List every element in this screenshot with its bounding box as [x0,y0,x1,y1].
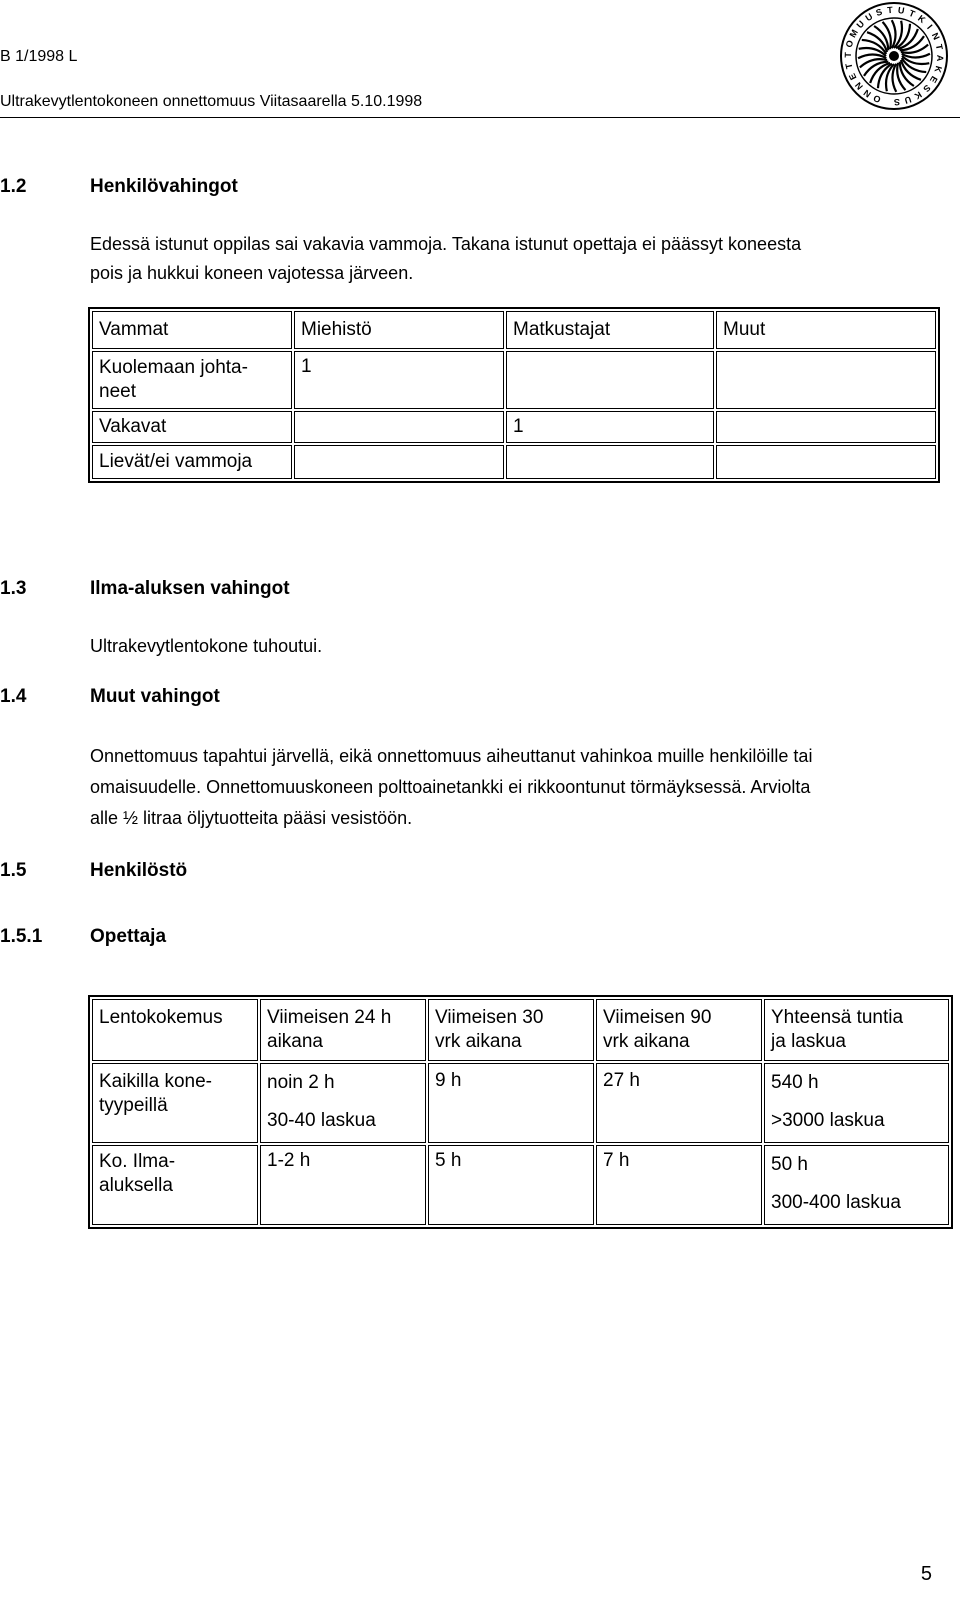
logo-letter: N [929,31,942,42]
section-title: Muut vahingot [90,686,220,707]
table-cell [506,351,714,409]
table-cell [506,445,714,479]
table-header-cell: Lentokokemus [92,999,258,1061]
table-cell [294,445,504,479]
section-number: 1.4 [0,686,27,707]
logo-ray [902,54,930,58]
logo-letter: U [854,18,867,31]
paragraph [90,741,812,834]
table-cell: Kaikilla kone- tyypeillä [92,1063,258,1143]
table-header-cell: Vammat [92,311,292,349]
logo-letter: T [842,52,853,58]
logo-letter: T [907,7,917,20]
logo-letter: I [925,22,935,32]
logo-letter: K [932,64,944,74]
logo-letter: K [912,89,924,102]
logo-letter: M [847,27,860,40]
table-cell: 27 h [596,1063,762,1143]
paragraph [90,230,801,288]
table-header-cell: Miehistö [294,311,504,349]
section-number: 1.2 [0,176,27,197]
table-cell: 1 [506,411,714,443]
agency-logo [828,0,960,112]
page-number: 5 [920,1563,932,1585]
table-cell: Lievät/ei vammoja [92,445,292,479]
logo-letter: O [871,92,883,105]
table-cell: 7 h [596,1145,762,1225]
table-header-cell: Viimeisen 24 h aikana [260,999,426,1061]
logo-letter: U [897,4,906,16]
document-title: Ultrakevytlentokoneen onnettomuus Viitasaarella 5.10.1998 [0,93,423,110]
flight-experience-table [88,995,953,1229]
logo-ray [892,20,896,48]
section-title: Opettaja [90,926,167,947]
logo-letter: A [934,54,946,62]
table-cell: 1-2 h [260,1145,426,1225]
section-title: Henkilöstö [90,860,188,881]
paragraph-line: Onnettomuus tapahtui järvellä, eikä onnettomuus aiheuttanut vahinkoa muille henkilöille tai [90,746,813,766]
table-cell: noin 2 h 30-40 laskua [260,1063,426,1143]
section-title: Henkilövahingot [90,176,238,197]
section-number: 1.5 [0,860,27,881]
logo-ray [892,64,896,92]
table-cell: Vakavat [92,411,292,443]
table-cell: 540 h >3000 laskua [764,1063,949,1143]
logo-letter: E [846,71,859,82]
section-number: 1.3 [0,578,27,599]
logo-letter: S [893,96,901,108]
table-header-cell: Yhteensä tuntia ja laskua [764,999,949,1061]
logo-letter: T [886,4,894,16]
table-cell: 9 h [428,1063,594,1143]
table-cell: 1 [294,351,504,409]
injury-table [88,307,940,483]
logo-ray [858,54,886,58]
logo-letter: E [927,74,940,85]
table-cell [716,411,936,443]
table-header-cell: Viimeisen 90 vrk aikana [596,999,762,1061]
logo-letter: S [874,6,884,19]
logo-letter: T [933,43,945,51]
logo-letter: T [843,62,855,70]
logo-letter: K [916,13,928,26]
logo-letter: N [853,80,865,92]
section-title: Ilma-aluksen vahingot [90,578,290,599]
table-cell: 5 h [428,1145,594,1225]
table-header-cell: Muut [716,311,936,349]
table-header-cell: Matkustajat [506,311,714,349]
logo-letter: O [843,39,856,49]
document-id: B 1/1998 L [0,48,78,65]
header-divider [0,117,960,118]
logo-letter: U [903,94,913,106]
table-cell: 50 h 300-400 laskua [764,1145,949,1225]
table-header-cell: Viimeisen 30 vrk aikana [428,999,594,1061]
paragraph: Ultrakevytlentokone tuhoutui. [90,636,323,656]
paragraph-line: pois ja hukkui koneen vajotessa järveen. [90,263,414,283]
logo-letter: N [861,87,873,100]
table-cell [716,445,936,479]
table-cell [294,411,504,443]
logo-letter: S [921,82,933,95]
paragraph-line: omaisuudelle. Onnettomuuskoneen polttoainetankki ei rikkoontunut törmäyksessä. Arviolta [90,777,811,797]
table-cell: Kuolemaan johta- neet [92,351,292,409]
paragraph-line: Edessä istunut oppilas sai vakavia vammoja. Takana istunut opettaja ei päässyt koneesta [90,234,802,254]
paragraph-line: alle ½ litraa öljytuotteita pääsi vesistöön. [90,808,413,828]
table-cell: Ko. Ilma- aluksella [92,1145,258,1225]
table-cell [716,351,936,409]
logo-letter: U [863,11,875,24]
section-number: 1.5.1 [0,926,43,947]
